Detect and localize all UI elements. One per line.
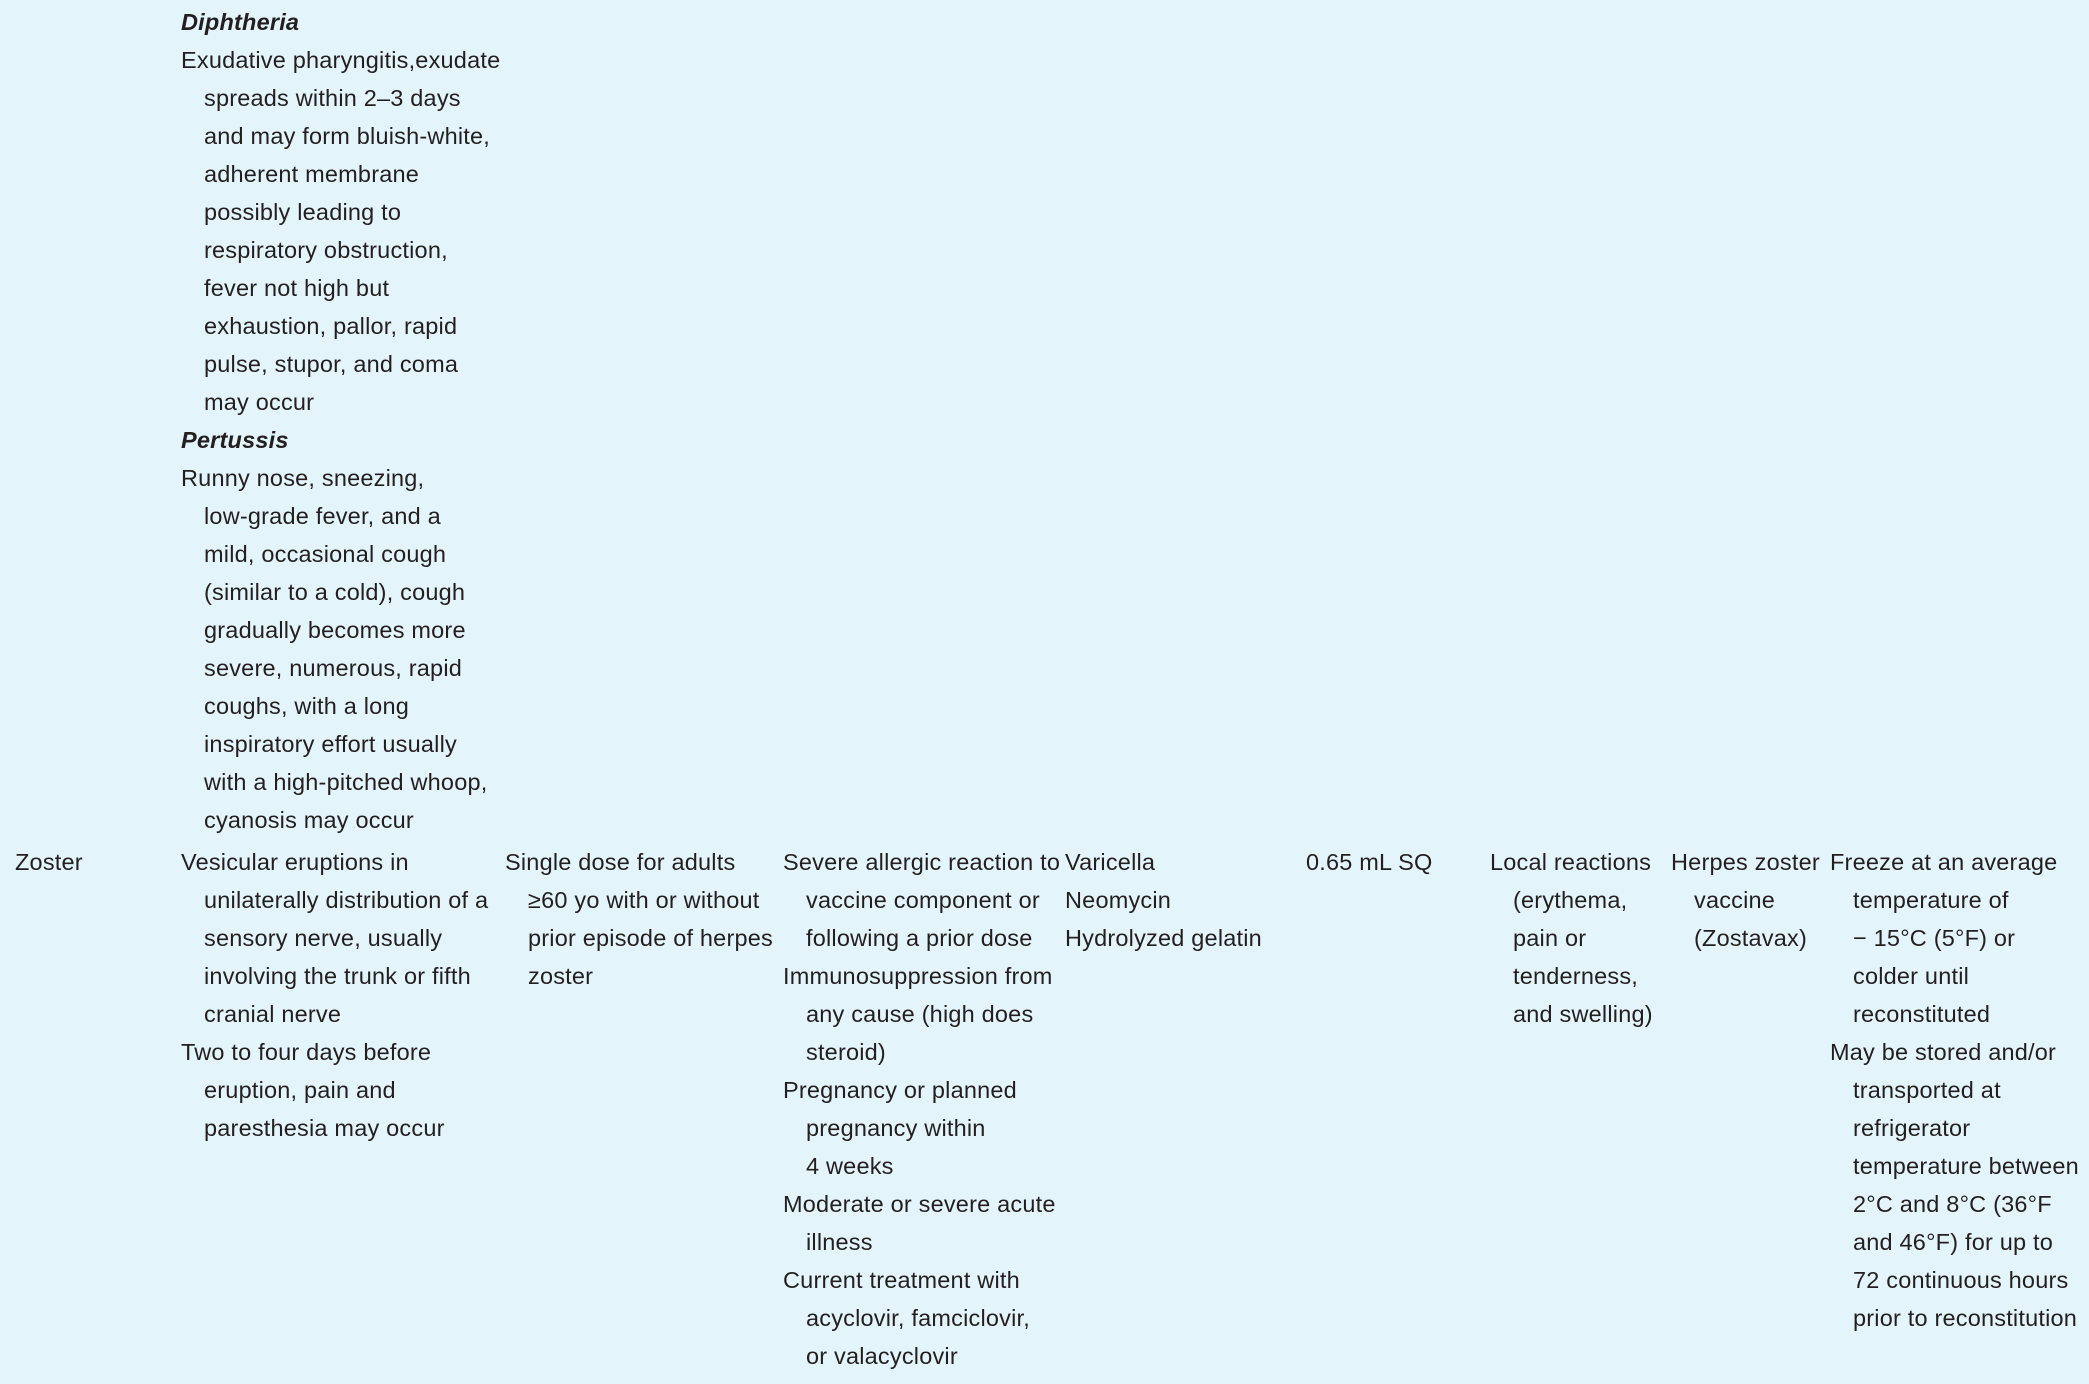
vaccine-entry bbox=[1671, 843, 1831, 957]
contraindication-entry bbox=[783, 1071, 1063, 1185]
contraindication-entry bbox=[783, 957, 1063, 1071]
dose-route: 0.65 mL SQ bbox=[1306, 849, 1433, 875]
storage-line: temperature between bbox=[1853, 1153, 2079, 1179]
component-item: Neomycin bbox=[1065, 887, 1172, 913]
pertussis-line: Runny nose, sneezing, bbox=[181, 465, 425, 491]
storage-line: 72 continuous hours bbox=[1853, 1267, 2069, 1293]
storage-line: transported at bbox=[1853, 1077, 2001, 1103]
diphtheria-line: spreads within 2–3 days bbox=[204, 85, 461, 111]
signs-line: involving the trunk or fifth bbox=[204, 963, 471, 989]
component-item: Varicella bbox=[1065, 849, 1156, 875]
storage-entry bbox=[1830, 1033, 2088, 1337]
pertussis-line: severe, numerous, rapid bbox=[204, 655, 463, 681]
top-signs-column bbox=[181, 3, 501, 839]
storage-line: − 15°C (5°F) or bbox=[1853, 925, 2016, 951]
pertussis-line: inspiratory effort usually bbox=[204, 731, 457, 757]
diphtheria-line: fever not high but bbox=[204, 275, 390, 301]
adverse-reaction-line: Local reactions bbox=[1490, 849, 1652, 875]
signs-line: unilaterally distribution of a bbox=[204, 887, 489, 913]
diphtheria-line: Exudative pharyngitis,exudate bbox=[181, 47, 501, 73]
vaccine-cell bbox=[1671, 843, 1831, 957]
storage-line: reconstituted bbox=[1853, 1001, 1991, 1027]
signs-entry bbox=[181, 843, 501, 1033]
contraindication-line: acyclovir, famciclovir, bbox=[806, 1305, 1030, 1331]
contraindication-line: Current treatment with bbox=[783, 1267, 1020, 1293]
vaccine-line: Herpes zoster bbox=[1671, 849, 1820, 875]
storage-line: prior to reconstitution bbox=[1853, 1305, 2078, 1331]
storage-line: colder until bbox=[1853, 963, 1970, 989]
storage-cell bbox=[1830, 843, 2088, 1337]
adverse-reaction-entry bbox=[1490, 843, 1670, 1033]
contraindication-line: steroid) bbox=[806, 1039, 886, 1065]
schedule-line: Single dose for adults bbox=[505, 849, 736, 875]
storage-line: 2°C and 8°C (36°F bbox=[1853, 1191, 2052, 1217]
contraindication-line: Pregnancy or planned bbox=[783, 1077, 1017, 1103]
pertussis-line: mild, occasional cough bbox=[204, 541, 447, 567]
pertussis-heading: Pertussis bbox=[181, 427, 289, 453]
disease-cell-zoster bbox=[15, 843, 83, 881]
signs-line: cranial nerve bbox=[204, 1001, 342, 1027]
contraindication-line: following a prior dose bbox=[806, 925, 1033, 951]
pertussis-line: cyanosis may occur bbox=[204, 807, 414, 833]
signs-line: sensory nerve, usually bbox=[204, 925, 443, 951]
storage-line: Freeze at an average bbox=[1830, 849, 2058, 875]
signs-line: eruption, pain and bbox=[204, 1077, 396, 1103]
diphtheria-line: possibly leading to bbox=[204, 199, 402, 225]
contraindication-line: any cause (high does bbox=[806, 1001, 1034, 1027]
signs-line: Two to four days before bbox=[181, 1039, 432, 1065]
storage-entry bbox=[1830, 843, 2088, 1033]
diphtheria-line: may occur bbox=[204, 389, 315, 415]
signs-entry bbox=[181, 1033, 501, 1147]
adverse-reaction-line: and swelling) bbox=[1513, 1001, 1653, 1027]
contraindication-line: or valacyclovir bbox=[806, 1343, 958, 1369]
signs-line: paresthesia may occur bbox=[204, 1115, 445, 1141]
contraindication-line: pregnancy within bbox=[806, 1115, 986, 1141]
contraindications-cell bbox=[783, 843, 1063, 1375]
disease-name: Zoster bbox=[15, 849, 83, 875]
signs-line: Vesicular eruptions in bbox=[181, 849, 409, 875]
pertussis-description bbox=[181, 459, 501, 839]
pertussis-line: (similar to a cold), cough bbox=[204, 579, 466, 605]
contraindication-entry bbox=[783, 1185, 1063, 1261]
schedule-line: prior episode of herpes bbox=[528, 925, 773, 951]
adverse-reaction-line: (erythema, bbox=[1513, 887, 1628, 913]
components-cell bbox=[1065, 843, 1285, 957]
storage-line: and 46°F) for up to bbox=[1853, 1229, 2054, 1255]
contraindication-line: Immunosuppression from bbox=[783, 963, 1053, 989]
dose-route-cell bbox=[1306, 843, 1433, 881]
pertussis-line: coughs, with a long bbox=[204, 693, 409, 719]
component-item: Hydrolyzed gelatin bbox=[1065, 925, 1262, 951]
diphtheria-line: pulse, stupor, and coma bbox=[204, 351, 459, 377]
adverse-reactions-cell bbox=[1490, 843, 1670, 1033]
pertussis-line: gradually becomes more bbox=[204, 617, 466, 643]
contraindication-entry bbox=[783, 843, 1063, 957]
adverse-reaction-line: pain or bbox=[1513, 925, 1587, 951]
contraindication-line: Moderate or severe acute bbox=[783, 1191, 1056, 1217]
storage-line: temperature of bbox=[1853, 887, 2009, 913]
storage-line: refrigerator bbox=[1853, 1115, 1971, 1141]
signs-cell bbox=[181, 843, 501, 1147]
schedule-line: zoster bbox=[528, 963, 594, 989]
diphtheria-heading: Diphtheria bbox=[181, 9, 300, 35]
pertussis-line: with a high-pitched whoop, bbox=[204, 769, 488, 795]
schedule-line: ≥60 yo with or without bbox=[528, 887, 760, 913]
contraindication-line: vaccine component or bbox=[806, 887, 1040, 913]
contraindication-line: illness bbox=[806, 1229, 873, 1255]
diphtheria-line: adherent membrane bbox=[204, 161, 420, 187]
diphtheria-line: and may form bluish-white, bbox=[204, 123, 491, 149]
storage-line: May be stored and/or bbox=[1830, 1039, 2057, 1065]
contraindication-entry bbox=[783, 1261, 1063, 1375]
contraindication-line: Severe allergic reaction to bbox=[783, 849, 1061, 875]
contraindication-line: 4 weeks bbox=[806, 1153, 894, 1179]
vaccine-line: (Zostavax) bbox=[1694, 925, 1807, 951]
schedule-entry bbox=[505, 843, 775, 995]
diphtheria-line: exhaustion, pallor, rapid bbox=[204, 313, 458, 339]
adverse-reaction-line: tenderness, bbox=[1513, 963, 1639, 989]
pertussis-line: low-grade fever, and a bbox=[204, 503, 441, 529]
diphtheria-line: respiratory obstruction, bbox=[204, 237, 448, 263]
schedule-cell bbox=[505, 843, 775, 995]
diphtheria-description bbox=[181, 41, 501, 421]
vaccine-line: vaccine bbox=[1694, 887, 1776, 913]
